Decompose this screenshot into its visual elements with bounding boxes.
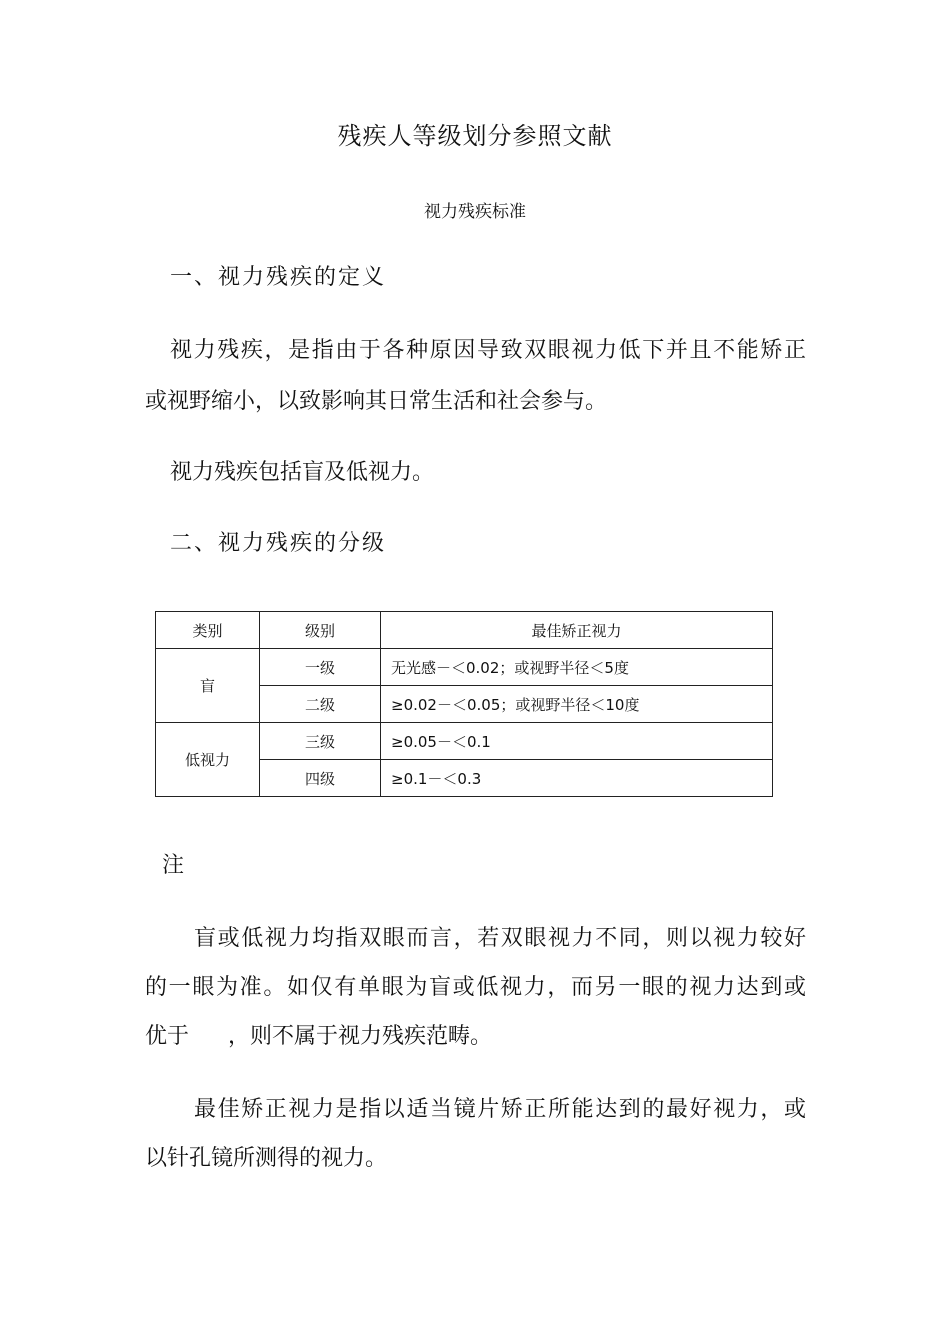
document-subtitle: 视力残疾标准: [424, 202, 526, 222]
note1-line-3a: 优于: [145, 1024, 190, 1049]
table-category-low-vision: 低视力: [156, 723, 260, 797]
note2-line-1: 最佳矫正视力是指以适当镜片矫正所能达到的最好视力，或: [194, 1097, 806, 1122]
table-row: [156, 649, 773, 686]
definition-line-2: 或视野缩小，以致影响其日常生活和社会参与。: [145, 389, 608, 414]
definition-line-1: 视力残疾，是指由于各种原因导致双眼视力低下并且不能矫正: [170, 338, 806, 363]
table-row: [156, 723, 773, 760]
table-header-vision: 最佳矫正视力: [381, 612, 773, 649]
note1-line-1: 盲或低视力均指双眼而言，若双眼视力不同，则以视力较好: [194, 926, 806, 951]
table-level: 二级: [260, 686, 381, 723]
note1-line-3b: ，则不属于视力残疾范畴。: [228, 1024, 493, 1049]
table-level: 一级: [260, 649, 381, 686]
table-header-category: 类别: [156, 612, 260, 649]
table-header-row: [156, 612, 773, 649]
document-title: 残疾人等级划分参照文献: [337, 122, 613, 150]
includes-text: 视力残疾包括盲及低视力。: [170, 460, 435, 485]
section-heading-grading: 二、视力残疾的分级: [170, 531, 387, 556]
table-value: ≥0.1－＜0.3: [381, 760, 773, 797]
section-heading-definition: 一、视力残疾的定义: [170, 265, 387, 290]
table-category-blind: 盲: [156, 649, 260, 723]
table-value: ≥0.05－＜0.1: [381, 723, 773, 760]
table-level: 三级: [260, 723, 381, 760]
table-level: 四级: [260, 760, 381, 797]
grading-table: [155, 611, 773, 797]
note-label: 注: [162, 853, 185, 878]
table-value: ≥0.02－＜0.05；或视野半径＜10度: [381, 686, 773, 723]
table-value: 无光感－＜0.02；或视野半径＜5度: [381, 649, 773, 686]
note1-line-2: 的一眼为准。如仅有单眼为盲或低视力，而另一眼的视力达到或: [145, 975, 806, 1000]
table-header-level: 级别: [260, 612, 381, 649]
note2-line-2: 以针孔镜所测得的视力。: [145, 1146, 388, 1171]
